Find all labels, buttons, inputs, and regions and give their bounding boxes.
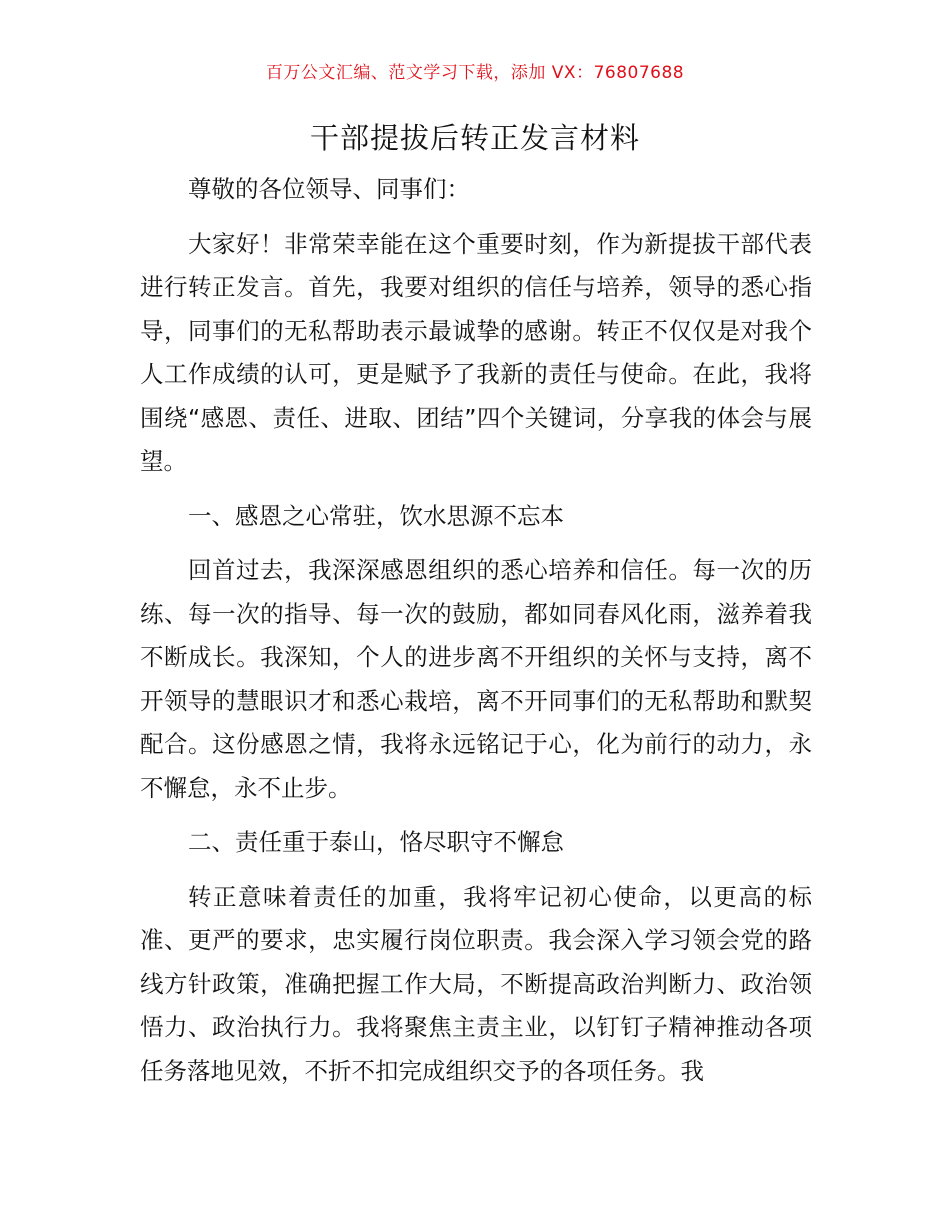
document-body: [140, 168, 812, 1104]
document-title: 干部提拔后转正发言材料: [309, 121, 640, 155]
body-paragraph: 转正意味着责任的加重，我将牢记初心使命，以更高的标准、更严的要求，忠实履行岗位职责。我会深入学习领会党的路线方针政策，准确把握工作大局，不断提高政治判断力、政治领悟力、政治执行力。我将聚焦主责主业，以钉钉子精神推动各项任务落地见效，不折不扣完成组织交予的各项任务。我: [140, 882, 812, 1085]
header-contact-note: 百万公文汇编、范文学习下载，添加 VX：76807688: [265, 63, 685, 83]
salutation-paragraph: 尊敬的各位领导、同事们：: [188, 175, 470, 203]
body-paragraph: 回首过去，我深深感恩组织的悉心培养和信任。每一次的历练、每一次的指导、每一次的鼓励，都如同春风化雨，滋养着我不断成长。我深知，个人的进步离不开组织的关怀与支持，离不开领导的慧眼识才和悉心栽培，离不开同事们的无私帮助和默契配合。这份感恩之情，我将永远铭记于心，化为前行的动力，永不懈怠，永不止步。: [140, 556, 812, 802]
section-heading: 二、责任重于泰山，恪尽职守不懈怠: [188, 828, 564, 856]
section-heading: 一、感恩之心常驻，饮水思源不忘本: [188, 501, 564, 530]
body-paragraph: 大家好！非常荣幸能在这个重要时刻，作为新提拔干部代表进行转正发言。首先，我要对组织的信任与培养，领导的悉心指导，同事们的无私帮助表示最诚挚的感谢。转正不仅仅是对我个人工作成绩的认可，更是赋予了我新的责任与使命。在此，我将围绕“感恩、责任、进取、团结”四个关键词，分享我的体会与展望。: [140, 229, 812, 475]
